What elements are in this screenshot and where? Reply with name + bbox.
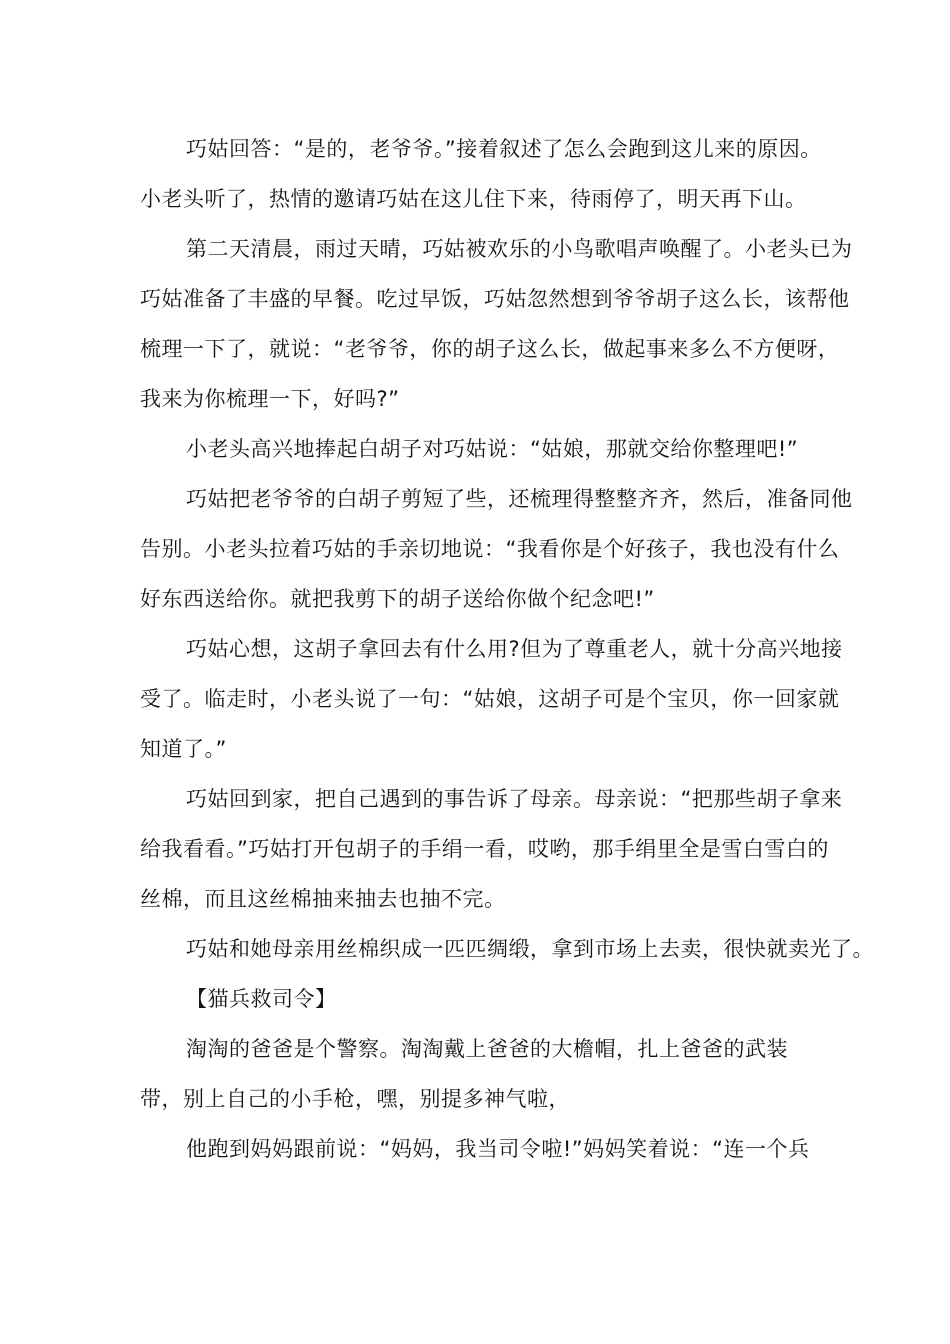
text-line-15: 给我看看。”巧姑打开包胡子的手绢一看，哎哟，那手绢里全是雪白雪白的: [140, 837, 829, 861]
text-line-12: 受了。临走时，小老头说了一句：“姑娘，这胡子可是个宝贝，你一回家就: [140, 687, 840, 711]
text-line-11: 巧姑心想，这胡子拿回去有什么用?但为了尊重老人，就十分高兴地接: [186, 637, 843, 661]
text-line-4: 巧姑准备了丰盛的早餐。吃过早饭，巧姑忽然想到爷爷胡子这么长，该帮他: [140, 287, 850, 311]
text-line-20: 带，别上自己的小手枪，嘿，别提多神气啦，: [140, 1087, 570, 1111]
text-line-16: 丝棉，而且这丝棉抽来抽去也抽不完。: [140, 887, 506, 911]
text-line-8: 巧姑把老爷爷的白胡子剪短了些，还梳理得整整齐齐，然后，准备同他: [186, 487, 853, 511]
text-line-7: 小老头高兴地捧起白胡子对巧姑说：“姑娘，那就交给你整理吧!”: [186, 437, 799, 461]
text-line-10: 好东西送给你。就把我剪下的胡子送给你做个纪念吧!”: [140, 587, 655, 611]
text-line-19: 淘淘的爸爸是个警察。淘淘戴上爸爸的大檐帽，扎上爸爸的武装: [186, 1037, 788, 1061]
text-line-21: 他跑到妈妈跟前说：“妈妈，我当司令啦!”妈妈笑着说：“连一个兵: [186, 1137, 810, 1161]
text-line-6: 我来为你梳理一下，好吗?”: [140, 387, 400, 411]
text-line-13: 知道了。”: [140, 737, 227, 761]
section-heading: 【猫兵救司令】: [186, 987, 337, 1011]
text-line-3: 第二天清晨，雨过天晴，巧姑被欢乐的小鸟歌唱声唤醒了。小老头已为: [186, 237, 853, 261]
text-line-2: 小老头听了，热情的邀请巧姑在这儿住下来，待雨停了，明天再下山。: [140, 187, 807, 211]
text-line-5: 梳理一下了，就说：“老爷爷，你的胡子这么长，做起事来多么不方便呀，: [140, 337, 840, 361]
text-line-14: 巧姑回到家，把自己遇到的事告诉了母亲。母亲说：“把那些胡子拿来: [186, 787, 843, 811]
text-line-9: 告别。小老头拉着巧姑的手亲切地说：“我看你是个好孩子，我也没有什么: [140, 537, 840, 561]
text-line-1: 巧姑回答：“是的，老爷爷。”接着叙述了怎么会跑到这儿来的原因。: [186, 137, 822, 161]
text-line-17: 巧姑和她母亲用丝棉织成一匹匹绸缎，拿到市场上去卖，很快就卖光了。: [186, 937, 874, 961]
